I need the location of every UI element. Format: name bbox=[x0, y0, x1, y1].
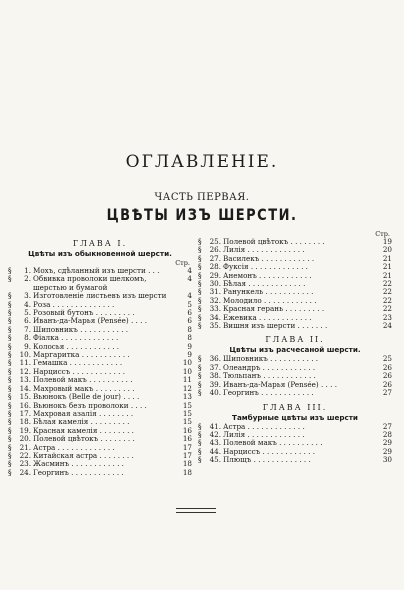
entry-title: Молодило . . . . . . . . . . . . bbox=[223, 296, 317, 305]
page-number: 15 bbox=[182, 400, 192, 410]
toc-entry bbox=[8, 343, 192, 351]
page-number: 10 bbox=[182, 358, 192, 368]
section-mark: § bbox=[198, 421, 202, 431]
toc-list bbox=[198, 355, 392, 397]
entry-number: 36. bbox=[209, 354, 221, 364]
toc-entry bbox=[8, 427, 192, 435]
entry-number: 32. bbox=[209, 295, 221, 305]
section-mark: § bbox=[198, 429, 202, 439]
subject-heading: ЦВѢТЫ ИЗЪ ШЕРСТИ. bbox=[106, 206, 298, 225]
page-number: 27 bbox=[382, 388, 392, 398]
chapter-heading: ГЛАВА I. bbox=[72, 239, 128, 248]
entry-title: Махровый макъ . . . . . . . . . bbox=[33, 384, 135, 393]
section-mark: § bbox=[198, 287, 202, 297]
toc-entry bbox=[8, 385, 192, 393]
page-number: 26 bbox=[382, 362, 392, 372]
entry-number: 6. bbox=[24, 316, 31, 326]
entry-title: Георгинъ . . . . . . . . . . . . bbox=[33, 468, 124, 477]
entry-title: Фіалка . . . . . . . . . . . . . bbox=[33, 334, 119, 343]
toc-entry bbox=[8, 334, 192, 342]
toc-entry bbox=[8, 309, 192, 317]
entry-title: Нарциссъ . . . . . . . . . . . . bbox=[33, 367, 126, 376]
page-number: 26 bbox=[382, 371, 392, 381]
page-number: 10 bbox=[182, 366, 192, 376]
toc-entry bbox=[8, 301, 192, 309]
section-mark: § bbox=[8, 366, 12, 376]
entry-number: 14. bbox=[19, 383, 31, 393]
section-mark: § bbox=[198, 295, 202, 305]
toc-entry bbox=[198, 297, 392, 305]
page-number: 18 bbox=[182, 467, 192, 477]
section-mark: § bbox=[198, 262, 202, 272]
toc-entry bbox=[198, 238, 392, 246]
toc-entry bbox=[198, 381, 392, 389]
page-number: 18 bbox=[182, 459, 192, 469]
section-mark: § bbox=[8, 417, 12, 427]
toc-entry bbox=[8, 351, 192, 359]
section-mark: § bbox=[8, 333, 12, 343]
page-number: 16 bbox=[182, 425, 192, 435]
toc-entry bbox=[198, 372, 392, 380]
entry-title: Фуксія . . . . . . . . . . . . . bbox=[223, 263, 308, 272]
section-mark: § bbox=[8, 350, 12, 360]
page-number: 27 bbox=[382, 421, 392, 431]
entry-number: 44. bbox=[209, 446, 221, 456]
entry-title: Вьюнокъ безъ проволоки . . . . bbox=[33, 401, 147, 410]
page-number: 13 bbox=[182, 392, 192, 402]
section-mark: § bbox=[8, 434, 12, 444]
page-number: 30 bbox=[382, 455, 392, 465]
entry-number: 25. bbox=[209, 237, 221, 246]
entry-title: Иванъ-да-Марья (Pensée) . . . . bbox=[223, 380, 337, 389]
entry-number: 42. bbox=[209, 429, 221, 439]
entry-number: 15. bbox=[19, 392, 31, 402]
page-number: 9 bbox=[187, 341, 192, 351]
toc-entry bbox=[198, 288, 392, 296]
entry-number: 22. bbox=[19, 450, 31, 460]
section-mark: § bbox=[198, 388, 202, 398]
entry-number: 34. bbox=[209, 312, 221, 322]
entry-title: Георгинъ . . . . . . . . . . . . bbox=[223, 389, 314, 398]
entry-title: Вьюнокъ (Belle de jour) . . . . bbox=[33, 393, 140, 402]
section-mark: § bbox=[8, 467, 12, 477]
page-number: 21 bbox=[382, 262, 392, 272]
toc-entry bbox=[8, 435, 192, 443]
entry-title: Шиповникъ . . . . . . . . . . . bbox=[33, 325, 129, 334]
section-mark: § bbox=[198, 279, 202, 289]
page-number: 6 bbox=[187, 316, 192, 326]
section-mark: § bbox=[8, 266, 12, 275]
page-number: 22 bbox=[382, 295, 392, 305]
section-mark: § bbox=[198, 354, 202, 364]
entry-number: 30. bbox=[209, 279, 221, 289]
page-column-header: Стр. bbox=[175, 259, 190, 267]
section-mark: § bbox=[198, 304, 202, 314]
entry-title: Мохъ, сдѣланный изъ шерсти . . . bbox=[33, 267, 160, 275]
section-mark: § bbox=[8, 425, 12, 435]
toc-entry bbox=[8, 444, 192, 452]
toc-list bbox=[198, 238, 392, 330]
section-mark: § bbox=[198, 455, 202, 465]
page-number: 20 bbox=[382, 245, 392, 255]
page-number: 4 bbox=[187, 291, 192, 301]
entry-title: Олеандръ . . . . . . . . . . . . bbox=[223, 363, 316, 372]
toc-list bbox=[198, 423, 392, 465]
entry-number: 8. bbox=[24, 333, 31, 343]
toc-entry bbox=[8, 460, 192, 468]
entry-title: Полевой макъ . . . . . . . . . . bbox=[223, 439, 323, 448]
page-number: 11 bbox=[182, 375, 192, 385]
section-mark: § bbox=[198, 312, 202, 322]
section-mark: § bbox=[198, 362, 202, 372]
toc-entry bbox=[198, 456, 392, 464]
entry-title: Розовый бутонъ . . . . . . . . . bbox=[33, 309, 135, 318]
page-number: 21 bbox=[382, 253, 392, 263]
entry-number: 38. bbox=[209, 371, 221, 381]
page-number: 22 bbox=[382, 279, 392, 289]
page-number: 29 bbox=[382, 438, 392, 448]
entry-title: Нарциссъ . . . . . . . . . . . . bbox=[223, 447, 316, 456]
section-mark: § bbox=[8, 308, 12, 318]
entry-number: 21. bbox=[19, 442, 31, 452]
section-mark: § bbox=[198, 379, 202, 389]
entry-number: 40. bbox=[209, 388, 221, 398]
entry-title: Полевой цвѣтокъ . . . . . . . . bbox=[33, 435, 135, 444]
page-number: 8 bbox=[187, 324, 192, 334]
entry-number: 16. bbox=[19, 400, 31, 410]
entry-number: 3. bbox=[24, 291, 31, 301]
section-mark: § bbox=[8, 341, 12, 351]
page-number: 15 bbox=[182, 408, 192, 418]
toc-entry bbox=[198, 364, 392, 372]
section-mark: § bbox=[198, 446, 202, 456]
entry-title: Лилія . . . . . . . . . . . . . bbox=[223, 430, 305, 439]
page-number: 5 bbox=[187, 299, 192, 309]
entry-title: Колосья . . . . . . . . . . . . bbox=[33, 342, 120, 351]
entry-title: Роза . . . . . . . . . . . . . . bbox=[33, 300, 115, 309]
section-mark: § bbox=[8, 459, 12, 469]
entry-title: Красная камелія . . . . . . . . bbox=[33, 426, 134, 435]
page-number: 26 bbox=[382, 379, 392, 389]
chapter-heading: ГЛАВА III. bbox=[262, 402, 328, 412]
entry-title: Шиповникъ . . . . . . . . . . . bbox=[223, 355, 319, 364]
page-number: 17 bbox=[182, 442, 192, 452]
entry-title: Полевой цвѣтокъ . . . . . . . . bbox=[223, 238, 325, 246]
toc-left-column bbox=[8, 238, 192, 477]
page-number: 21 bbox=[382, 270, 392, 280]
toc-entry bbox=[198, 280, 392, 288]
entry-title: Бѣлая камелія . . . . . . . . . bbox=[33, 418, 130, 427]
section-mark: § bbox=[198, 321, 202, 331]
entry-title: Лилія . . . . . . . . . . . . . bbox=[223, 246, 305, 255]
entry-title: Полевой макъ . . . . . . . . . . bbox=[33, 376, 133, 385]
section-mark: § bbox=[198, 245, 202, 255]
section-mark: § bbox=[198, 253, 202, 263]
page-number: 9 bbox=[187, 350, 192, 360]
toc-entry bbox=[8, 267, 192, 275]
toc-entry bbox=[198, 448, 392, 456]
entry-title: Красная герань . . . . . . . . . bbox=[223, 305, 325, 314]
section-mark: § bbox=[8, 400, 12, 410]
page-number: 25 bbox=[382, 354, 392, 364]
page-number: 22 bbox=[382, 304, 392, 314]
entry-title: Анемонъ . . . . . . . . . . . . bbox=[223, 271, 312, 280]
entry-number: 24. bbox=[19, 467, 31, 477]
entry-title: Махровая азалія . . . . . . . . bbox=[33, 409, 134, 418]
entry-number: 43. bbox=[209, 438, 221, 448]
page-number: 16 bbox=[182, 434, 192, 444]
page-number: 23 bbox=[382, 312, 392, 322]
section-mark: § bbox=[8, 274, 12, 284]
toc-entry bbox=[8, 376, 192, 384]
chapter-subtitle: Цвѣты изъ расчесаной шерсти. bbox=[229, 345, 361, 355]
toc-entry bbox=[8, 469, 192, 477]
toc-entry bbox=[198, 246, 392, 254]
toc-entry bbox=[198, 439, 392, 447]
section-mark: § bbox=[8, 316, 12, 326]
entry-title: Ранункель . . . . . . . . . . . bbox=[223, 288, 314, 297]
toc-entry bbox=[198, 431, 392, 439]
section-mark: § bbox=[8, 358, 12, 368]
toc-entry bbox=[198, 322, 392, 330]
entry-title: Изготовленіе листьевъ изъ шерсти bbox=[33, 292, 167, 301]
toc-entry bbox=[8, 292, 192, 300]
toc-entry bbox=[8, 359, 192, 367]
section-mark: § bbox=[8, 450, 12, 460]
page-number: 8 bbox=[187, 333, 192, 343]
section-mark: § bbox=[8, 408, 12, 418]
toc-entry bbox=[8, 418, 192, 426]
page-number: 29 bbox=[382, 446, 392, 456]
page-number: 24 bbox=[382, 321, 392, 331]
toc-entry bbox=[198, 355, 392, 363]
chapter-subtitle: Цвѣты изъ обыкновенной шерсти. bbox=[28, 249, 172, 258]
toc-entry bbox=[8, 410, 192, 418]
entry-number: 7. bbox=[24, 324, 31, 334]
entry-title: Плющъ . . . . . . . . . . . . . bbox=[223, 456, 311, 465]
entry-number: 11. bbox=[19, 358, 31, 368]
entry-number: 4. bbox=[24, 299, 31, 309]
chapter-heading: ГЛАВА II. bbox=[265, 335, 325, 345]
toc-entry bbox=[198, 305, 392, 313]
page-number: 17 bbox=[182, 450, 192, 460]
entry-number: 33. bbox=[209, 304, 221, 314]
entry-number: 5. bbox=[24, 308, 31, 318]
toc-entry bbox=[198, 255, 392, 263]
page-column-header: Стр. bbox=[375, 230, 390, 238]
section-mark: § bbox=[8, 442, 12, 452]
entry-title: Вишня изъ шерсти . . . . . . . bbox=[223, 322, 328, 331]
end-ornament bbox=[176, 508, 216, 513]
entry-number: 39. bbox=[209, 379, 221, 389]
entry-number: 19. bbox=[19, 425, 31, 435]
entry-title: Тюльпанъ . . . . . . . . . . . . bbox=[223, 372, 316, 381]
entry-number: 35. bbox=[209, 321, 221, 331]
entry-title: Маргаритка . . . . . . . . . . . bbox=[33, 351, 130, 360]
page-number: 28 bbox=[382, 429, 392, 439]
toc-entry bbox=[198, 272, 392, 280]
chapter-subtitle: Тамбурные цвѣты изъ шерсти bbox=[232, 412, 358, 422]
section-mark: § bbox=[8, 324, 12, 334]
entry-number: 12. bbox=[19, 366, 31, 376]
entry-number: 31. bbox=[209, 287, 221, 297]
entry-title: Китайская астра . . . . . . . . bbox=[33, 451, 134, 460]
toc-entry bbox=[198, 389, 392, 397]
entry-title: Иванъ-да-Марья (Pensée) . . . . bbox=[33, 317, 147, 326]
entry-number: 20. bbox=[19, 434, 31, 444]
entry-title: Астра . . . . . . . . . . . . . bbox=[33, 443, 115, 452]
entry-title: Ежевика . . . . . . . . . . . . bbox=[223, 313, 312, 322]
entry-title: Бѣлая . . . . . . . . . . . . . bbox=[223, 280, 306, 289]
toc-right-column bbox=[198, 230, 392, 465]
entry-number: 10. bbox=[19, 350, 31, 360]
toc-entry bbox=[198, 314, 392, 322]
toc-entry bbox=[8, 317, 192, 325]
toc-entry bbox=[8, 326, 192, 334]
page-number: 12 bbox=[182, 383, 192, 393]
section-mark: § bbox=[8, 291, 12, 301]
entry-title: Гемашка . . . . . . . . . . . . bbox=[33, 359, 123, 368]
page-number: 19 bbox=[382, 237, 392, 246]
entry-number: 13. bbox=[19, 375, 31, 385]
entry-number: 41. bbox=[209, 421, 221, 431]
part-heading: ЧАСТЬ ПЕРВАЯ. bbox=[154, 192, 250, 203]
page-number: 4 bbox=[187, 274, 192, 284]
toc-list bbox=[8, 267, 192, 477]
toc-entry bbox=[8, 452, 192, 460]
entry-number: 37. bbox=[209, 362, 221, 372]
page-title: ОГЛАВЛЕНІЕ. bbox=[125, 152, 279, 172]
entry-number: 26. bbox=[209, 245, 221, 255]
entry-number: 9. bbox=[24, 341, 31, 351]
section-mark: § bbox=[8, 375, 12, 385]
toc-entry bbox=[198, 423, 392, 431]
page-number: 15 bbox=[182, 417, 192, 427]
toc-entry bbox=[8, 368, 192, 376]
entry-title: Астра . . . . . . . . . . . . . bbox=[223, 422, 305, 431]
entry-title: Обвивка проволоки шелкомъ, шерстью и бумагой bbox=[33, 275, 147, 292]
entry-number: 28. bbox=[209, 262, 221, 272]
toc-entry bbox=[8, 275, 192, 292]
entry-title: Жасминъ . . . . . . . . . . . . bbox=[33, 460, 124, 469]
section-mark: § bbox=[198, 237, 202, 246]
entry-number: 29. bbox=[209, 270, 221, 280]
toc-entry bbox=[198, 263, 392, 271]
toc-entry bbox=[8, 402, 192, 410]
entry-number: 17. bbox=[19, 408, 31, 418]
section-mark: § bbox=[8, 299, 12, 309]
toc-entry bbox=[8, 393, 192, 401]
page-number: 22 bbox=[382, 287, 392, 297]
page-number: 6 bbox=[187, 308, 192, 318]
entry-number: 27. bbox=[209, 253, 221, 263]
entry-number: 1. bbox=[24, 266, 31, 275]
entry-number: 18. bbox=[19, 417, 31, 427]
section-mark: § bbox=[198, 270, 202, 280]
entry-number: 23. bbox=[19, 459, 31, 469]
section-mark: § bbox=[8, 383, 12, 393]
page-number: 4 bbox=[187, 266, 192, 275]
section-mark: § bbox=[198, 371, 202, 381]
entry-number: 45. bbox=[209, 455, 221, 465]
entry-title: Василекъ . . . . . . . . . . . . bbox=[223, 254, 315, 263]
entry-number: 2. bbox=[24, 274, 31, 284]
section-mark: § bbox=[198, 438, 202, 448]
section-mark: § bbox=[8, 392, 12, 402]
